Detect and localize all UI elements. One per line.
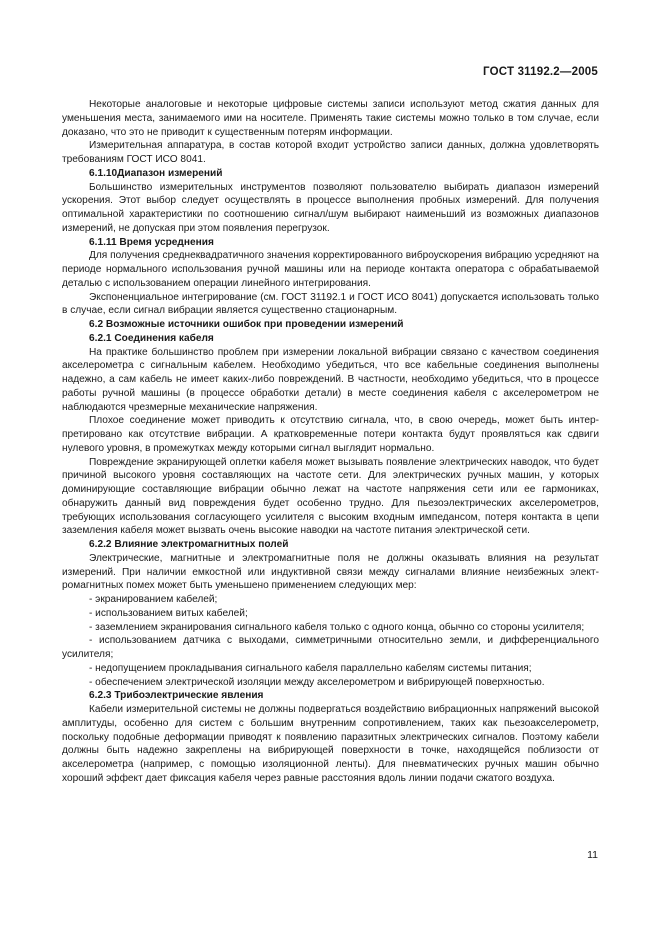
paragraph: Кабели измерительной системы не должны подвергаться воздействию вибрационных напряжений высокой амплитуды, особенно для систем с большим внутренним сопротивлением, таких как пьезоакселерометр, поскольку подобные деформации приводят к появлению паразитных электрических сигналов. Поэтому кабели должны быть надежно закреплены на вибрирующей поверхности в точке, находящейся поблизости от акселерометра (например, с помощью изоляционной ленты). Для пневматических ручных машин обычно хороший эффект дает фиксация кабеля через равные расстояния вдоль линии подачи сжатого воздуха. <box>62 704 599 784</box>
section-heading: 6.2 Возможные источники ошибок при проведении измерений <box>89 319 404 330</box>
list-item: - заземлением экранирования сигнального кабеля только с одного конца, обычно со стороны усилителя; <box>89 621 585 633</box>
paragraph: Измерительная аппаратура, в состав которой входит устройство записи данных, должна удовлетворять требованиям ГОСТ ИСО 8041. <box>62 140 599 165</box>
section-heading: 6.2.1 Соединения кабеля <box>89 332 214 344</box>
list-item: - использованием датчика с выходами, симметричными относительно земли, и дифференциального усилителя; <box>62 635 599 660</box>
section-heading: 6.2.3 Трибоэлектрические явления <box>89 690 264 702</box>
paragraph: Плохое соединение может приводить к отсутствию сигнала, что, в свою очередь, может быть интерпретировано как отсутствие вибрации. А кратковременные потери контакта будут проявляться как сдвиги нулевого уровня, в промежутках между которыми сигнал выглядит нормально. <box>62 415 599 454</box>
document-body <box>62 98 599 786</box>
list-item: - использованием витых кабелей; <box>89 607 248 619</box>
paragraph: Большинство измерительных инструментов позволяют пользователю выбирать диапазон измерений ускорения. Этот выбор следует осуществлять в процессе выполнения пробных измерений. Для получения оптимальной характеристики по соотношению сигнал/шум выбирают наименьший из возможных диапазонов измерений, не допуская при этом появления перегрузок. <box>62 181 599 234</box>
paragraph: На практике большинство проблем при измерении локальной вибрации связано с качеством соединения акселерометра с сигнальным кабелем. Необходимо убедиться, что все кабельные соединения выполнены надежно, а сам кабель не имеет каких-либо повреждений. В частности, необходимо убедиться, что в процессе работы ручной машины (в процессе обработки детали) в месте соединения кабеля с акселерометром не наблюдаются чрезмерные механические напряжения. <box>62 346 599 413</box>
paragraph: Повреждение экранирующей оплетки кабеля может вызывать появление электрических наводок, что будет причиной высокого уровня составляющих на частоте сети. Для электрических ручных машин, у которых доминирующие составляющие вибрации обычно лежат на частоте напряжения сети или ее гармониках, обнаружить данный вид повреждения будет особенно трудно. Для пьезоэлектрических акселерометров, требующих использования согласующего усилителя с высоким входным импедансом, потеря контакта в цепи заземления кабеля может вызвать очень высокие наводки на частоте питания электрической сети. <box>62 456 599 537</box>
paragraph: Электрические, магнитные и электромагнитные поля не должны оказывать влияния на результат измерений. При наличии емкостной или индуктивной связи между сигналами влияние неизбежных электромагнитных помех может быть уменьшено применением следующих мер: <box>62 552 599 592</box>
page-number: 11 <box>587 849 598 861</box>
paragraph: Некоторые аналоговые и некоторые цифровые системы записи используют метод сжатия данных для уменьшения места, занимаемого ими на носителе. Применять такие системы можно только в том случае, если доказано, что это не приводит к существенным потерям информации. <box>62 99 599 138</box>
section-heading: 6.1.11 Время усреднения <box>89 236 214 248</box>
list-item: - обеспечением электрической изоляции между акселерометром и вибрирующей поверхностью. <box>89 676 545 688</box>
paragraph: Экспоненциальное интегрирование (см. ГОСТ 31192.1 и ГОСТ ИСО 8041) допускается использовать только в случае, если сигнал вибрации является существенно стационарным. <box>62 291 599 317</box>
standard-designation: ГОСТ 31192.2—2005 <box>483 66 598 78</box>
paragraph: Для получения среднеквадратичного значения корректированного виброускорения вибрацию усредняют на периоде нормального использования ручной машины или на периоде контакта оператора с обрабатываемой деталью с использованием операции линейного интегрирования. <box>62 250 599 289</box>
list-item: - недопущением прокладывания сигнального кабеля параллельно кабелям системы питания; <box>89 662 532 674</box>
list-item: - экранированием кабелей; <box>89 594 218 605</box>
section-heading: 6.2.2 Влияние электромагнитных полей <box>89 539 289 550</box>
section-heading: 6.1.10Диапазон измерений <box>89 167 223 179</box>
